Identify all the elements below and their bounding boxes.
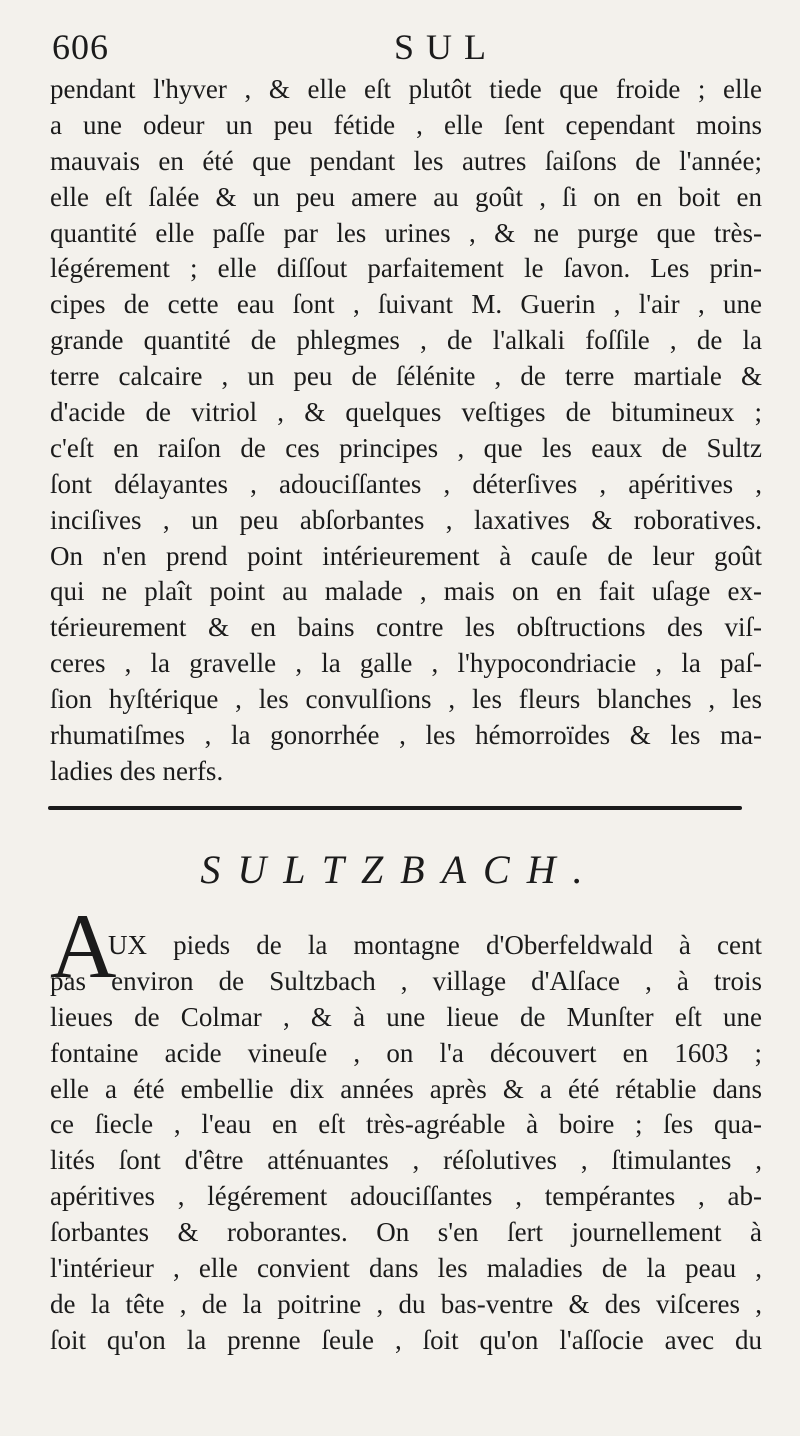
text-line: grande quantité de phlegmes , de l'alkali foſſile , de la: [50, 325, 762, 356]
text-line: térieurement & en bains contre les obſtructions des viſ-: [50, 612, 762, 643]
running-head-letters: SUL: [394, 27, 499, 67]
text-line: ceres , la gravelle , la galle , l'hypocondriacie , la paſ-: [50, 648, 762, 679]
paragraph-sultzbach: [50, 928, 762, 1359]
text-line: lieues de Colmar , & à une lieue de Munſter eſt une: [50, 1001, 762, 1032]
text-line: apéritives , légérement adouciſſantes , tempérantes , ab-: [50, 1181, 762, 1212]
text-line: pas environ de Sultzbach , village d'Alſace , à trois: [50, 965, 762, 996]
text-line: terre calcaire , un peu de ſélénite , de terre martiale &: [50, 361, 762, 392]
text-line: inciſives , un peu abſorbantes , laxatives & roboratives.: [50, 504, 762, 535]
text-line: elle eſt ſalée & un peu amere au goût , ſi on en boit en: [50, 181, 762, 212]
text-line: c'eſt en raiſon de ces principes , que les eaux de Sultz: [50, 432, 762, 463]
text-line: légérement ; elle diſſout parfaitement le ſavon. Les prin-: [50, 253, 762, 284]
drop-cap: A: [50, 895, 117, 997]
text-line: ſion hyſtérique , les convulſions , les fleurs blanches , les: [50, 684, 762, 715]
section-divider-rule: [48, 806, 742, 810]
text-line: rhumatiſmes , la gonorrhée , les hémorroïdes & les ma-: [50, 720, 762, 751]
text-line: elle a été embellie dix années après & a été rétablie dans: [50, 1073, 762, 1104]
text-line: cipes de cette eau ſont , ſuivant M. Guerin , l'air , une: [50, 289, 762, 320]
text-line: fontaine acide vineuſe , on l'a découvert en 1603 ;: [50, 1037, 762, 1068]
running-head: [50, 22, 760, 66]
section-heading: SULTZBACH.: [200, 847, 600, 892]
text-line: lités ſont d'être atténuantes , réſolutives , ſtimulantes ,: [50, 1145, 762, 1176]
text-line: de la tête , de la poitrine , du bas-ventre & des viſceres ,: [50, 1288, 762, 1319]
text-line: a une odeur un peu fétide , elle ſent cependant moins: [50, 109, 762, 140]
text-line: l'intérieur , elle convient dans les maladies de la peau ,: [50, 1253, 762, 1284]
text-line: pendant l'hyver , & elle eſt plutôt tiede que froide ; elle: [50, 74, 762, 104]
text-line: ſorbantes & roborantes. On s'en ſert journellement à: [50, 1217, 762, 1248]
text-line: ce ſiecle , l'eau en eſt très-agréable à boire ; ſes qua-: [50, 1109, 762, 1140]
text-line: d'acide de vitriol , & quelques veſtiges de bitumineux ;: [50, 397, 762, 428]
text-line: ſoit qu'on la prenne ſeule , ſoit qu'on l'aſſocie avec du: [50, 1324, 762, 1355]
page-number: 606: [52, 27, 109, 67]
text-line: quantité elle paſſe par les urines , & ne purge que très-: [50, 217, 762, 248]
text-line: ladies des nerfs.: [50, 755, 224, 786]
text-line: qui ne plaît point au malade , mais on en fait uſage ex-: [50, 576, 762, 607]
text-line: mauvais en été que pendant les autres ſaiſons de l'année;: [50, 145, 762, 176]
text-line: On n'en prend point intérieurement à cauſe de leur goût: [50, 540, 762, 571]
paragraph-sultz-continued: [50, 72, 762, 790]
text-line: UX pieds de la montagne d'Oberfeldwald à cent: [108, 930, 762, 960]
text-line: ſont délayantes , adouciſſantes , déterſives , apéritives ,: [50, 468, 762, 499]
